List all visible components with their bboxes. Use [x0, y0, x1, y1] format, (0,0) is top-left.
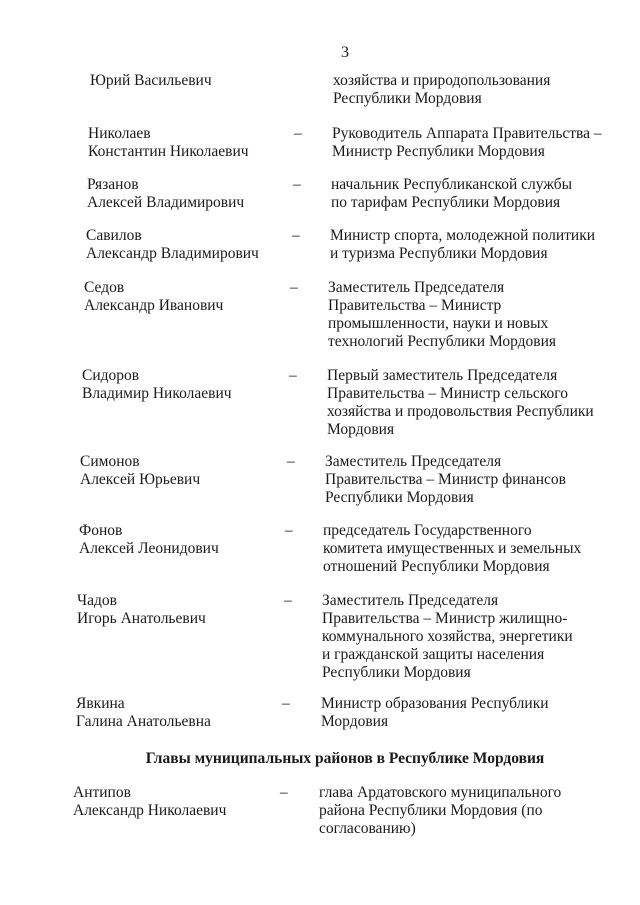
position-line: Первый заместитель Председателя: [327, 367, 558, 384]
dash-separator: –: [280, 784, 288, 801]
position-line: хозяйства и природопользования: [333, 72, 551, 89]
position-line: Министр Республики Мордовия: [332, 143, 545, 160]
name-line: Игорь Анатольевич: [77, 610, 206, 627]
person-name: [90, 72, 212, 90]
person-position: [327, 367, 594, 439]
person-name: [73, 784, 226, 820]
position-line: Правительства – Министр жилищно-: [322, 610, 568, 627]
name-line: Рязанов: [87, 176, 139, 193]
position-line: технологий Республики Мордовия: [328, 333, 557, 350]
name-line: Фонов: [79, 522, 123, 539]
page-number: 3: [341, 44, 349, 61]
position-line: Заместитель Председателя: [328, 279, 505, 296]
person-name: [84, 279, 223, 315]
person-name: [87, 176, 244, 212]
name-line: Антипов: [73, 784, 131, 801]
dash-separator: –: [287, 453, 295, 470]
position-line: Республики Мордовия: [322, 664, 471, 681]
person-name: [76, 695, 211, 731]
name-line: Константин Николаевич: [88, 143, 249, 160]
position-line: председатель Государственного: [323, 522, 532, 539]
person-position: [319, 784, 561, 838]
position-line: Заместитель Председателя: [325, 453, 502, 470]
position-line: Правительства – Министр: [328, 297, 502, 314]
name-line: Юрий Васильевич: [90, 72, 212, 89]
dash-separator: –: [284, 592, 292, 609]
name-line: Галина Анатольевна: [76, 713, 211, 730]
dash-separator: –: [294, 125, 302, 142]
dash-separator: –: [285, 522, 293, 539]
person-name: [88, 125, 249, 161]
person-name: [79, 522, 219, 558]
person-position: [323, 522, 581, 576]
dash-separator: –: [293, 176, 301, 193]
name-line: Алексей Леонидович: [79, 540, 219, 557]
person-name: [77, 592, 206, 628]
position-line: Республики Мордовия: [325, 489, 474, 506]
position-line: Заместитель Председателя: [322, 592, 499, 609]
person-position: [325, 453, 566, 507]
name-line: Николаев: [88, 125, 151, 142]
person-name: [82, 367, 232, 403]
position-line: Мордовия: [321, 713, 389, 730]
name-line: Седов: [84, 279, 125, 296]
name-line: Савилов: [86, 227, 142, 244]
dash-separator: –: [289, 367, 297, 384]
position-line: Правительства – Министр финансов: [325, 471, 566, 488]
section-heading: Главы муниципальных районов в Республике Мордовия: [145, 750, 545, 767]
person-position: [331, 176, 572, 212]
position-line: и туризма Республики Мордовия: [330, 245, 548, 262]
person-position: [321, 695, 549, 731]
position-line: Республики Мордовия: [333, 90, 482, 107]
position-line: согласованию): [319, 820, 416, 837]
name-line: Чадов: [77, 592, 117, 609]
position-line: Министр спорта, молодежной политики: [330, 227, 596, 244]
name-line: Сидоров: [82, 367, 140, 384]
position-line: Руководитель Аппарата Правительства –: [332, 125, 602, 142]
position-line: Министр образования Республики: [321, 695, 549, 712]
name-line: Александр Николаевич: [73, 802, 227, 819]
person-position: [332, 125, 602, 161]
person-position: [333, 72, 550, 108]
name-line: Симонов: [80, 453, 140, 470]
name-line: Алексей Юрьевич: [80, 471, 201, 488]
position-line: промышленности, науки и новых: [328, 315, 549, 332]
dash-separator: –: [290, 279, 298, 296]
position-line: начальник Республиканской службы: [331, 176, 573, 193]
dash-separator: –: [292, 227, 300, 244]
name-line: Александр Владимирович: [86, 245, 259, 262]
name-line: Владимир Николаевич: [82, 385, 232, 402]
position-line: и гражданской защиты населения: [322, 646, 545, 663]
position-line: района Республики Мордовия (по: [319, 802, 543, 819]
position-line: Мордовия: [327, 421, 395, 438]
person-position: [322, 592, 573, 682]
name-line: Алексей Владимирович: [87, 194, 245, 211]
person-name: [80, 453, 200, 489]
person-name: [86, 227, 259, 263]
position-line: коммунального хозяйства, энергетики: [322, 628, 573, 645]
position-line: Правительства – Министр сельского: [327, 385, 569, 402]
person-position: [328, 279, 556, 351]
dash-separator: –: [282, 695, 290, 712]
name-line: Явкина: [76, 695, 125, 712]
position-line: по тарифам Республики Мордовия: [331, 194, 561, 211]
position-line: комитета имущественных и земельных: [323, 540, 582, 557]
position-line: глава Ардатовского муниципального: [319, 784, 562, 801]
position-line: отношений Республики Мордовия: [323, 558, 550, 575]
name-line: Александр Иванович: [84, 297, 224, 314]
person-position: [330, 227, 595, 263]
position-line: хозяйства и продовольствия Республики: [327, 403, 594, 420]
